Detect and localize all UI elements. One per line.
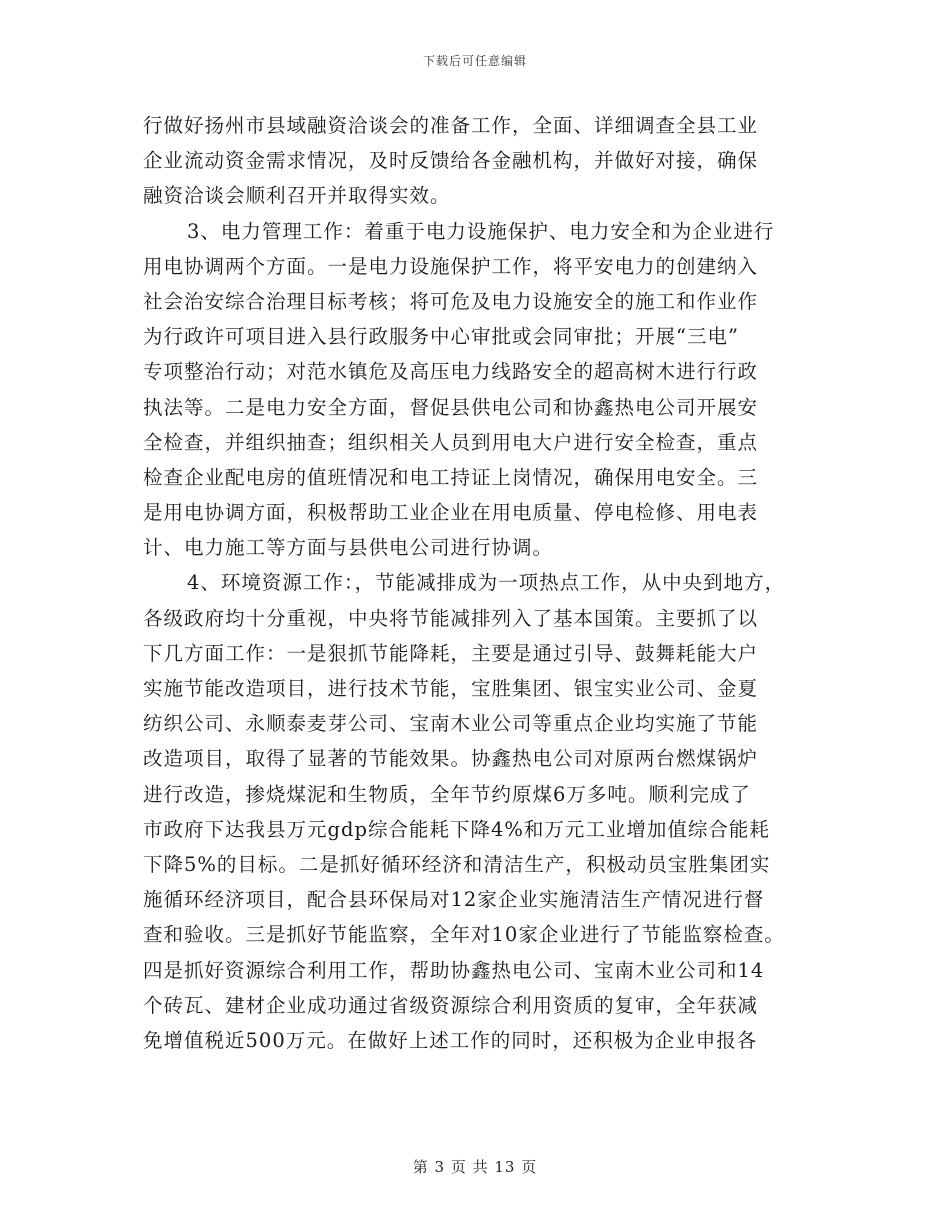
text-line: 社会治安综合治理目标考核；将可危及电力设施安全的施工和作业作 bbox=[143, 289, 759, 313]
page-header: 下载后可任意编辑 bbox=[422, 54, 527, 68]
text-line: 计、电力施工等方面与县供电公司进行协调。 bbox=[143, 536, 554, 560]
text-line: 行做好扬州市县域融资洽谈会的准备工作，全面、详细调查全县工业 bbox=[143, 114, 759, 137]
text-line: 纺织公司、永顺泰麦芽公司、宝南木业公司等重点企业均实施了节能 bbox=[143, 712, 759, 736]
page-number-footer: 第 3 页 共 13 页 bbox=[412, 1158, 538, 1176]
text-line: 改造项目，取得了显著的节能效果。协鑫热电公司对原两台燃煤锅炉 bbox=[143, 747, 759, 771]
text-line: 是用电协调方面，积极帮助工业企业在用电质量、停电检修、用电表 bbox=[143, 501, 759, 525]
text-line: 企业流动资金需求情况，及时反馈给各金融机构，并做好对接，确保 bbox=[143, 149, 759, 173]
text-line: 融资洽谈会顺利召开并取得实效。 bbox=[143, 184, 451, 208]
text-line: 市政府下达我县万元gdp综合能耗下降4%和万元工业增加值综合能耗 bbox=[143, 817, 770, 841]
paragraph-start-line: 3、电力管理工作：着重于电力设施保护、电力安全和为企业进行 bbox=[187, 219, 775, 243]
text-line: 查和验收。三是抓好节能监察，全年对10家企业进行了节能监察检查。 bbox=[143, 923, 785, 947]
text-line: 下降5%的目标。二是抓好循环经济和清洁生产，积极动员宝胜集团实 bbox=[143, 852, 771, 876]
text-line: 四是抓好资源综合利用工作，帮助协鑫热电公司、宝南木业公司和14 bbox=[143, 958, 765, 982]
text-line: 施循环经济项目，配合县环保局对12家企业实施清洁生产情况进行督 bbox=[143, 888, 765, 912]
text-line: 检查企业配电房的值班情况和电工持证上岗情况，确保用电安全。三 bbox=[143, 465, 759, 489]
text-line: 免增值税近500万元。在做好上述工作的同时，还积极为企业申报各 bbox=[143, 1028, 758, 1052]
paragraph-start-line: 4、环境资源工作：，节能减排成为一项热点工作，从中央到地方， bbox=[187, 571, 786, 595]
document-body bbox=[143, 108, 823, 1058]
text-line: 执法等。二是电力安全方面，督促县供电公司和协鑫热电公司开展安 bbox=[143, 395, 759, 419]
text-line: 各级政府均十分重视，中央将节能减排列入了基本国策。主要抓了以 bbox=[143, 606, 759, 630]
text-line: 下几方面工作：一是狠抓节能降耗，主要是通过引导、鼓舞耗能大户 bbox=[143, 641, 759, 665]
text-line: 个砖瓦、建材企业成功通过省级资源综合利用资质的复审，全年获减 bbox=[143, 993, 759, 1017]
text-line: 全检查，并组织抽查；组织相关人员到用电大户进行安全检查，重点 bbox=[143, 430, 759, 454]
text-line: 实施节能改造项目，进行技术节能，宝胜集团、银宝实业公司、金夏 bbox=[143, 677, 759, 700]
text-line: 专项整治行动；对范水镇危及高压电力线路安全的超高树木进行行政 bbox=[143, 360, 759, 384]
text-line: 用电协调两个方面。一是电力设施保护工作，将平安电力的创建纳入 bbox=[143, 254, 759, 278]
text-line: 为行政许可项目进入县行政服务中心审批或会同审批；开展“三电” bbox=[143, 325, 739, 349]
text-line: 进行改造，掺烧煤泥和生物质，全年节约原煤6万多吨。顺利完成了 bbox=[143, 782, 751, 806]
